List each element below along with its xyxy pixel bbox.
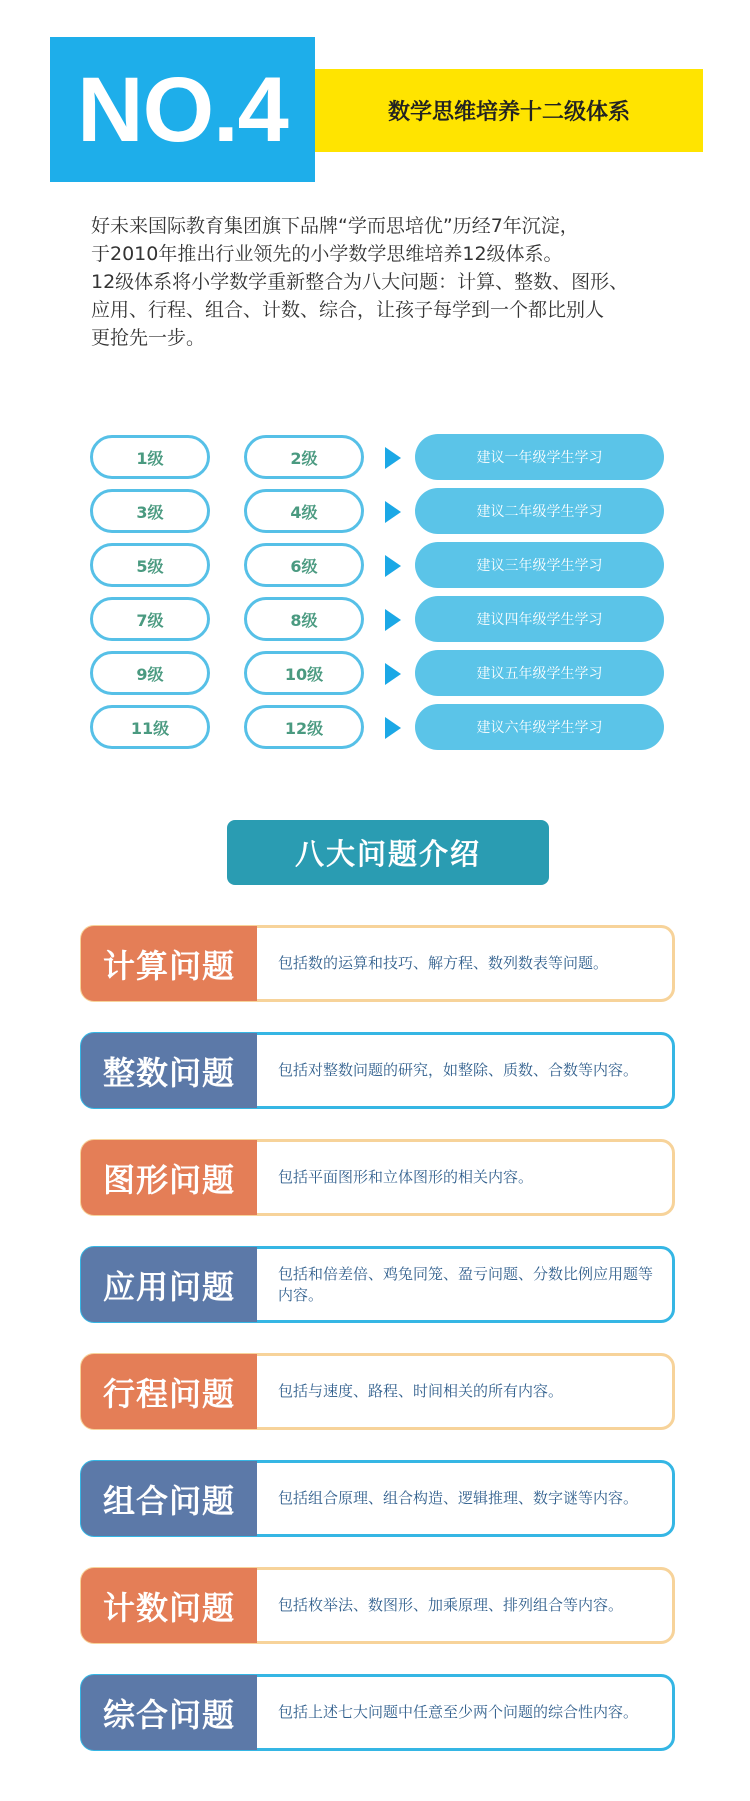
problem-card [80,1246,675,1323]
level-pill: 7级 [90,597,210,641]
grade-recommendation: 建议三年级学生学习 [415,542,664,588]
problem-label: 计数问题 [81,1568,257,1643]
level-pill: 11级 [90,705,210,749]
intro-line: 更抢先一步。 [91,327,206,349]
problem-label: 行程问题 [81,1354,257,1429]
level-pill: 12级 [244,705,364,749]
grade-recommendation: 建议一年级学生学习 [415,434,664,480]
arrow-right-icon [385,501,401,523]
problem-description: 包括对整数问题的研究，如整除、质数、合数等内容。 [278,1061,639,1079]
problem-card [80,1353,675,1430]
level-row [90,597,670,651]
problem-description: 包括和倍差倍、鸡兔同笼、盈亏问题、分数比例应用题等内容。 [278,1264,654,1304]
problem-description: 包括平面图形和立体图形的相关内容。 [278,1168,534,1186]
arrow-right-icon [385,663,401,685]
section-number: NO.4 [77,58,288,161]
problem-card [80,1032,675,1109]
level-pill: 8级 [244,597,364,641]
grade-recommendation: 建议二年级学生学习 [415,488,664,534]
intro-line: 于2010年推出行业领先的小学数学思维培养12级体系。 [91,243,563,265]
arrow-right-icon [385,609,401,631]
level-pill: 9级 [90,651,210,695]
problem-card [80,1460,675,1537]
level-row [90,489,670,543]
intro-text [91,212,711,352]
problem-description: 包括枚举法、数图形、加乘原理、排列组合等内容。 [278,1596,624,1614]
level-row [90,651,670,705]
level-row [90,543,670,597]
level-pill: 3级 [90,489,210,533]
arrow-right-icon [385,555,401,577]
intro-line: 12级体系将小学数学重新整合为八大问题：计算、整数、图形、 [91,271,629,293]
level-pill: 5级 [90,543,210,587]
level-pill: 6级 [244,543,364,587]
problem-card [80,1139,675,1216]
intro-line: 应用、行程、组合、计数、综合，让孩子每学到一个都比别人 [91,299,605,321]
problem-description: 包括上述七大问题中任意至少两个问题的综合性内容。 [278,1703,639,1721]
title-banner [315,69,703,152]
problem-label: 应用问题 [81,1247,257,1322]
level-row [90,705,670,759]
intro-line: 好未来国际教育集团旗下品牌“学而思培优”历经7年沉淀， [91,215,579,237]
page-title: 数学思维培养十二级体系 [387,100,630,125]
section-heading: 八大问题介绍 [227,820,549,885]
arrow-right-icon [385,717,401,739]
problem-label: 组合问题 [81,1461,257,1536]
level-pill: 4级 [244,489,364,533]
level-pill: 1级 [90,435,210,479]
problem-label: 综合问题 [81,1675,257,1750]
problem-label: 图形问题 [81,1140,257,1215]
grade-recommendation: 建议六年级学生学习 [415,704,664,750]
problem-card [80,1567,675,1644]
problem-list [80,925,675,1781]
problem-card [80,1674,675,1751]
grade-recommendation: 建议四年级学生学习 [415,596,664,642]
section-number-badge [50,37,315,182]
problem-label: 整数问题 [81,1033,257,1108]
grade-recommendation: 建议五年级学生学习 [415,650,664,696]
problem-label: 计算问题 [81,926,257,1001]
problem-description: 包括数的运算和技巧、解方程、数列数表等问题。 [278,954,609,972]
problem-description: 包括与速度、路程、时间相关的所有内容。 [278,1382,564,1400]
level-list [90,435,670,759]
level-pill: 10级 [244,651,364,695]
level-row [90,435,670,489]
problem-description: 包括组合原理、组合构造、逻辑推理、数字谜等内容。 [278,1489,639,1507]
level-pill: 2级 [244,435,364,479]
problem-card [80,925,675,1002]
arrow-right-icon [385,447,401,469]
